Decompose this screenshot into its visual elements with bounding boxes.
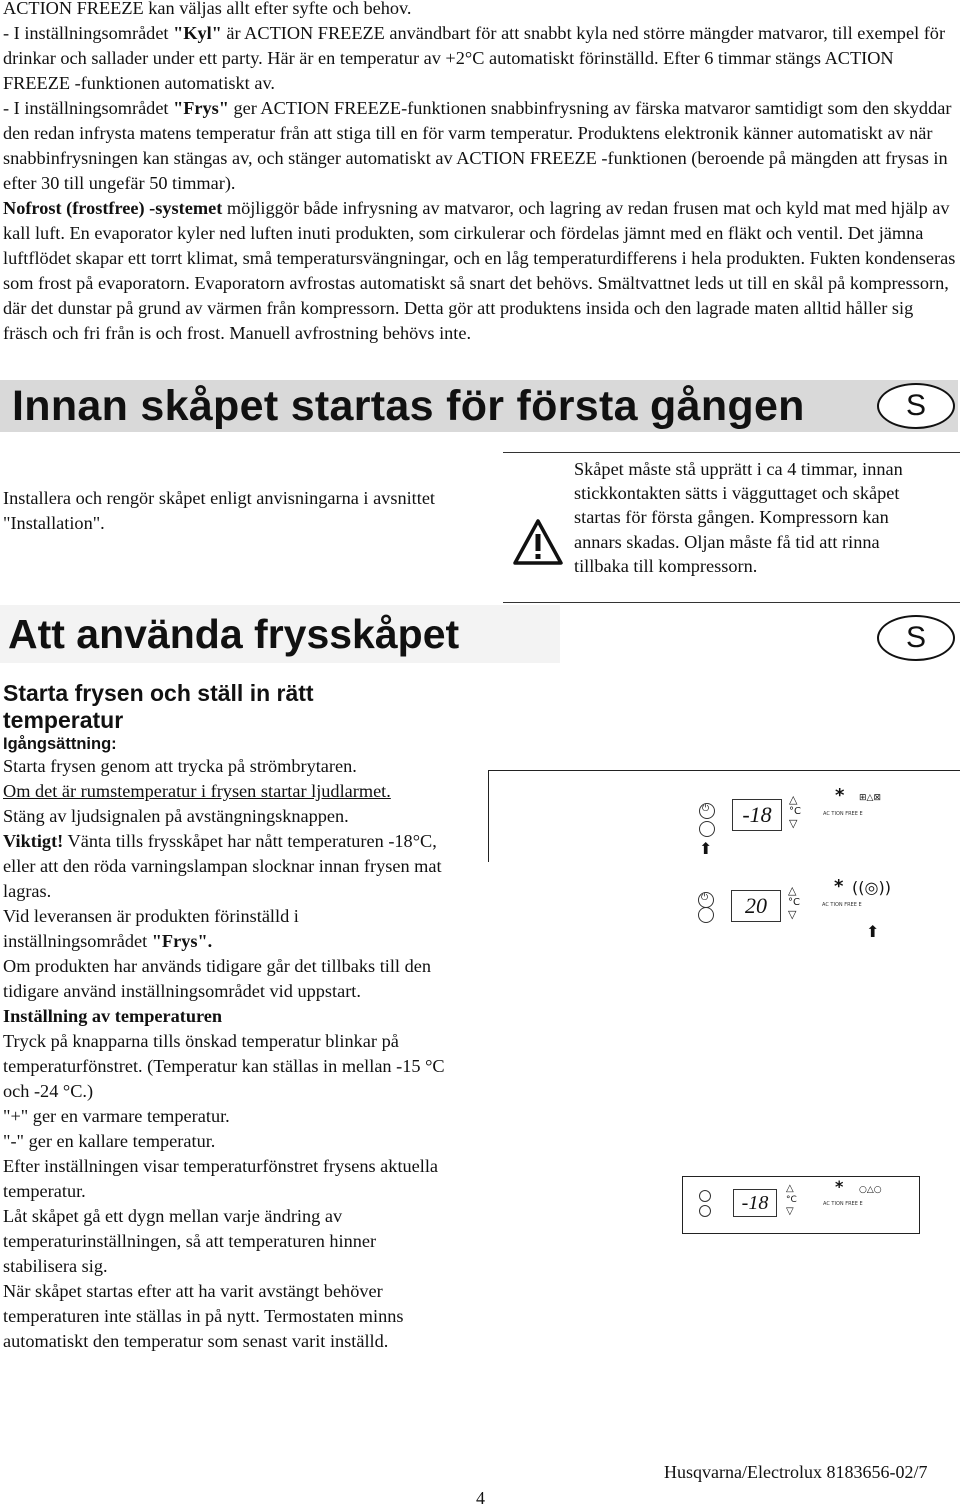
previous-setting-note: Om produkten har används tidigare går det tillbaks till den tidigare använd inställningsområdet vid uppstart. [3, 956, 431, 1001]
temperature-display: 20 [731, 890, 781, 922]
unit-label: °C [786, 1195, 797, 1205]
install-instruction: Installera och rengör skåpet enligt anvisningarna i avsnittet "Installation". [3, 488, 436, 533]
startup-step-3: Stäng av ljudsignalen på avstängningsknappen. [3, 806, 349, 826]
page-number: 4 [476, 1488, 485, 1508]
power-button [698, 907, 714, 923]
warning-text: Skåpet måste stå upprätt i ca 4 timmar, innan stickkontakten sätts i vägguttaget och skåpet startas för första gången. Kompressorn kan annars skadas. Oljan måste få tid att rinna tillbaka till kompressorn. [574, 459, 903, 576]
action-freeze-label: AC TION FREE E [823, 811, 863, 817]
arrow-up-icon: ⬆ [866, 922, 880, 941]
heading-startup: Igångsättning: [3, 735, 117, 753]
important-note: Viktigt! Vänta tills frysskåpet har nått temperaturen -18°C, eller att den röda varningslampan slocknar innan frysen mat lagras. [3, 831, 442, 901]
display-after-setting: Efter inställningen visar temperaturfönstret frysens aktuella temperatur. [3, 1156, 439, 1201]
startup-step-1: Starta frysen genom att trycka på strömbrytaren. [3, 756, 357, 776]
minus-button-note: "-" ger en kallare temperatur. [3, 1131, 216, 1151]
temp-up-icon: △ [788, 884, 797, 897]
temp-up-icon: △ [789, 793, 798, 806]
action-freeze-star-icon: * [834, 876, 844, 897]
arrow-up-icon: ⬆ [699, 839, 713, 858]
action-freeze-label: AC TION FREE E [823, 1201, 863, 1207]
unit-label: °C [789, 806, 801, 817]
language-badge-s: S [877, 615, 955, 661]
plus-button-note: "+" ger en varmare temperatur. [3, 1106, 230, 1126]
power-indicator [699, 1190, 711, 1202]
power-button [699, 1205, 711, 1217]
usage-column [3, 680, 473, 1354]
control-panel-diagram-3 [682, 1176, 920, 1234]
warning-triangle-icon [512, 518, 564, 566]
power-icon: ⏻ [701, 893, 709, 903]
warning-box-bottom-rule [503, 602, 960, 603]
set-temperature-step: Tryck på knapparna tills önskad temperatur blinkar på temperaturfönstret. (Temperatur kan ställas in mellan -15 °C och -24 °C.) [3, 1031, 445, 1101]
document-reference: Husqvarna/Electrolux 8183656-02/7 [664, 1462, 928, 1482]
intro-kyl-paragraph: - I inställningsområdet "Kyl" är ACTION FREEZE användbart för att snabbt kyla ned större mängder matvaror, till exempel för drinkar och sallader under ett party. Här är en temperatur av +2°C automatiskt förinställd. Efter 6 timmar stängs ACTION FREEZE -funktionen automatiskt av. [3, 23, 946, 93]
factory-setting-note: Vid leveransen är produkten förinställd i inställningsområdet "Frys". [3, 906, 299, 951]
unit-label: °C [788, 897, 800, 908]
action-freeze-star-icon: * [835, 785, 845, 806]
language-badge-s: S [877, 383, 955, 429]
memory-note: När skåpet startas efter att ha varit avstängt behöver temperaturen inte ställas in på nytt. Termostaten minns automatiskt den temperatur som senast varit inställd. [3, 1281, 404, 1351]
power-button [699, 821, 715, 837]
intro-line-1: ACTION FREEZE kan väljas allt efter syfte och behov. [3, 0, 412, 18]
temperature-display: -18 [732, 799, 782, 831]
heading-set-temperature: Inställning av temperaturen [3, 1006, 223, 1026]
temp-down-icon: ▽ [786, 1206, 794, 1217]
intro-nofrost-paragraph: Nofrost (frostfree) -systemet möjliggör både infrysning av matvaror, och lagring av redan frusen mat och kyld mat med hjälp av kall luft. En evaporator kyler ned luften inuti produkten, som cirkulerar och fördelas jämnt med en fläkt och ventil. Det jämna luftflödet skapar ett torrt klimat, små temperatursvängningar, och en låg temperaturdifferens i hela produkten. Fukten kondenseras som frost på evaporatorn. Evaporatorn avfrostas automatiskt så snart det behövs. Smältvattnet leds ut till en skål på kompressorn, där det dunstar på grund av värmen från kompressorn. Detta gör att produktens insida och den lagrade maten alltid håller sig fräsch och fri från is och frost. Manuell avfrostning behövs inte. [3, 198, 956, 343]
alarm-indicator-icons: ○△○ [859, 1185, 882, 1195]
warning-box-top-rule [503, 452, 960, 453]
temp-down-icon: ▽ [789, 817, 798, 830]
subheading-start-freezer: Starta frysen och ställ in rätt temperatur [3, 680, 314, 733]
wait-between-changes: Låt skåpet gå ett dygn mellan varje ändring av temperaturinställningen, så att temperaturen hinner stabilisera sig. [3, 1206, 377, 1276]
action-freeze-label: AC TION FREE E [822, 902, 862, 908]
control-panel-diagram-2 [488, 862, 960, 947]
section-title-use-freezer: Att använda frysskåpet [0, 605, 958, 663]
startup-step-2: Om det är rumstemperatur i frysen startar ljudlarmet. [3, 781, 391, 801]
power-icon: ⏻ [702, 804, 710, 814]
intro-frys-paragraph: - I inställningsområdet "Frys" ger ACTION FREEZE-funktionen snabbinfrysning av färska matvaror samtidigt som den skyddar den redan infrysta matens temperatur från att stiga till en för varm temperatur. Produktens elektronik känner automatiskt av när snabbinfrysningen kan stängas av, och stänger automatiskt av ACTION FREEZE -funktionen (beroende på mängden att frysas in efter 30 till ungefär 50 timmar). [3, 98, 952, 193]
intro-text [3, 0, 958, 346]
temp-up-icon: △ [786, 1183, 794, 1194]
alarm-sound-icon: ((◎)) [852, 878, 891, 897]
section-banner-before-start [0, 380, 958, 432]
action-freeze-star-icon: * [835, 1177, 844, 1196]
section-title-before-start: Innan skåpet startas för första gången [12, 382, 805, 430]
temp-down-icon: ▽ [788, 908, 797, 921]
alarm-indicator-icons: ⊞△⊠ [859, 793, 882, 803]
temperature-display: -18 [733, 1189, 777, 1217]
